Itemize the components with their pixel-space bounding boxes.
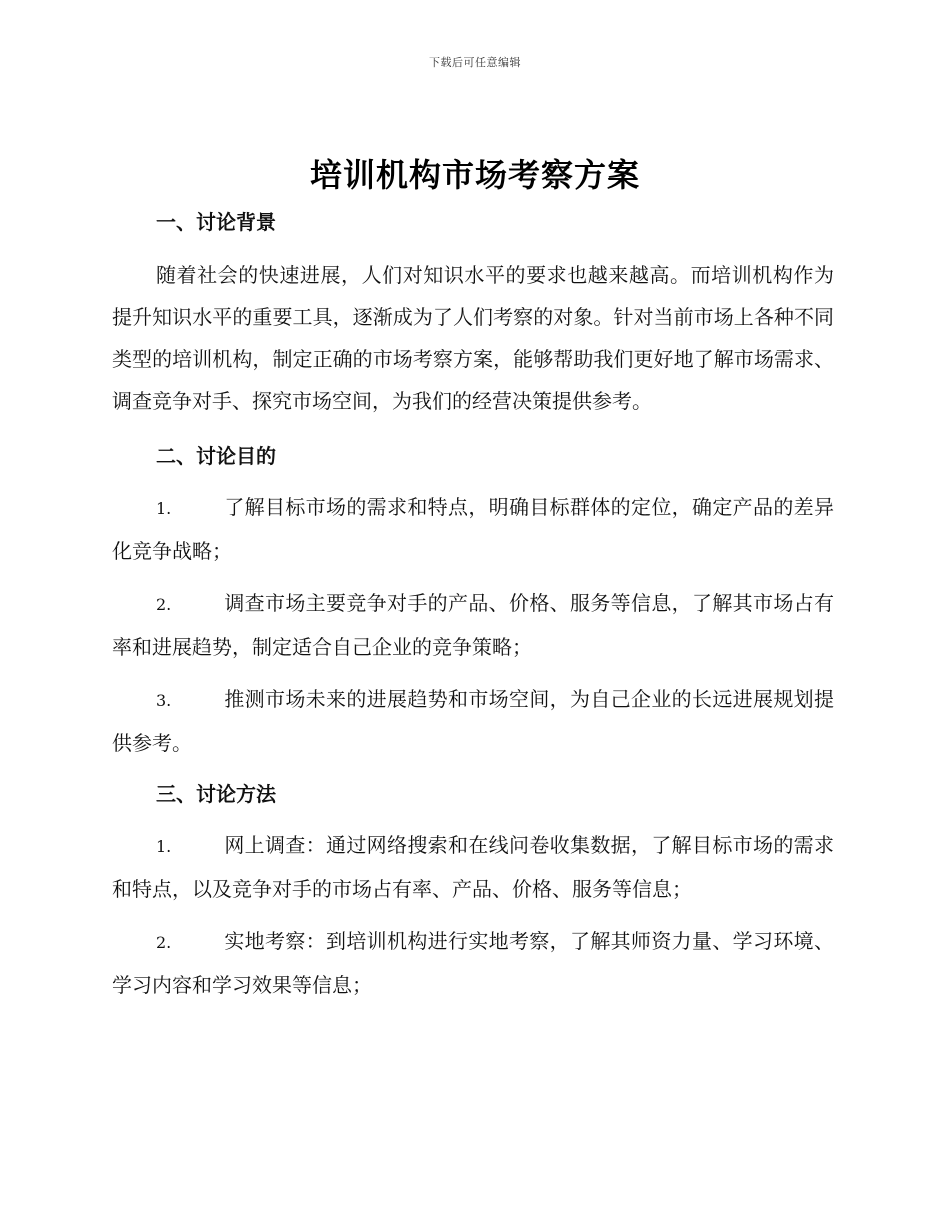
list-item-text: 了解目标市场的需求和特点，明确目标群体的定位，确定产品的差异化竞争战略； xyxy=(112,495,834,563)
list-number: 2. xyxy=(156,933,172,952)
list-number: 3. xyxy=(156,691,172,710)
list-item xyxy=(112,678,834,764)
list-item-text: 网上调查：通过网络搜索和在线问卷收集数据，了解目标市场的需求和特点，以及竞争对手的市场占有率、产品、价格、服务等信息； xyxy=(112,833,834,901)
section-heading-method: 三、讨论方法 xyxy=(156,782,276,806)
section-heading-background: 一、讨论背景 xyxy=(156,210,276,234)
list-item xyxy=(112,824,834,910)
list-number: 1. xyxy=(156,499,172,518)
list-number: 1. xyxy=(156,837,172,856)
list-item-text: 实地考察：到培训机构进行实地考察，了解其师资力量、学习环境、学习内容和学习效果等信息； xyxy=(112,929,834,997)
document-body xyxy=(112,200,834,1006)
list-item-text: 调查市场主要竞争对手的产品、价格、服务等信息，了解其市场占有率和进展趋势，制定适合自己企业的竞争策略； xyxy=(112,591,834,659)
header-note: 下载后可任意编辑 xyxy=(429,56,521,69)
list-number: 2. xyxy=(156,595,172,614)
list-item xyxy=(112,582,834,668)
list-item xyxy=(112,920,834,1006)
list-item-text: 推测市场未来的进展趋势和市场空间，为自己企业的长远进展规划提供参考。 xyxy=(112,687,834,755)
background-paragraph: 随着社会的快速进展，人们对知识水平的要求也越来越高。而培训机构作为提升知识水平的重要工具，逐渐成为了人们考察的对象。针对当前市场上各种不同类型的培训机构，制定正确的市场考察方案，能够帮助我们更好地了解市场需求、调查竞争对手、探究市场空间，为我们的经营决策提供参考。 xyxy=(112,263,834,413)
list-item xyxy=(112,486,834,572)
document-title: 培训机构市场考察方案 xyxy=(309,156,640,194)
section-heading-purpose: 二、讨论目的 xyxy=(156,444,276,468)
